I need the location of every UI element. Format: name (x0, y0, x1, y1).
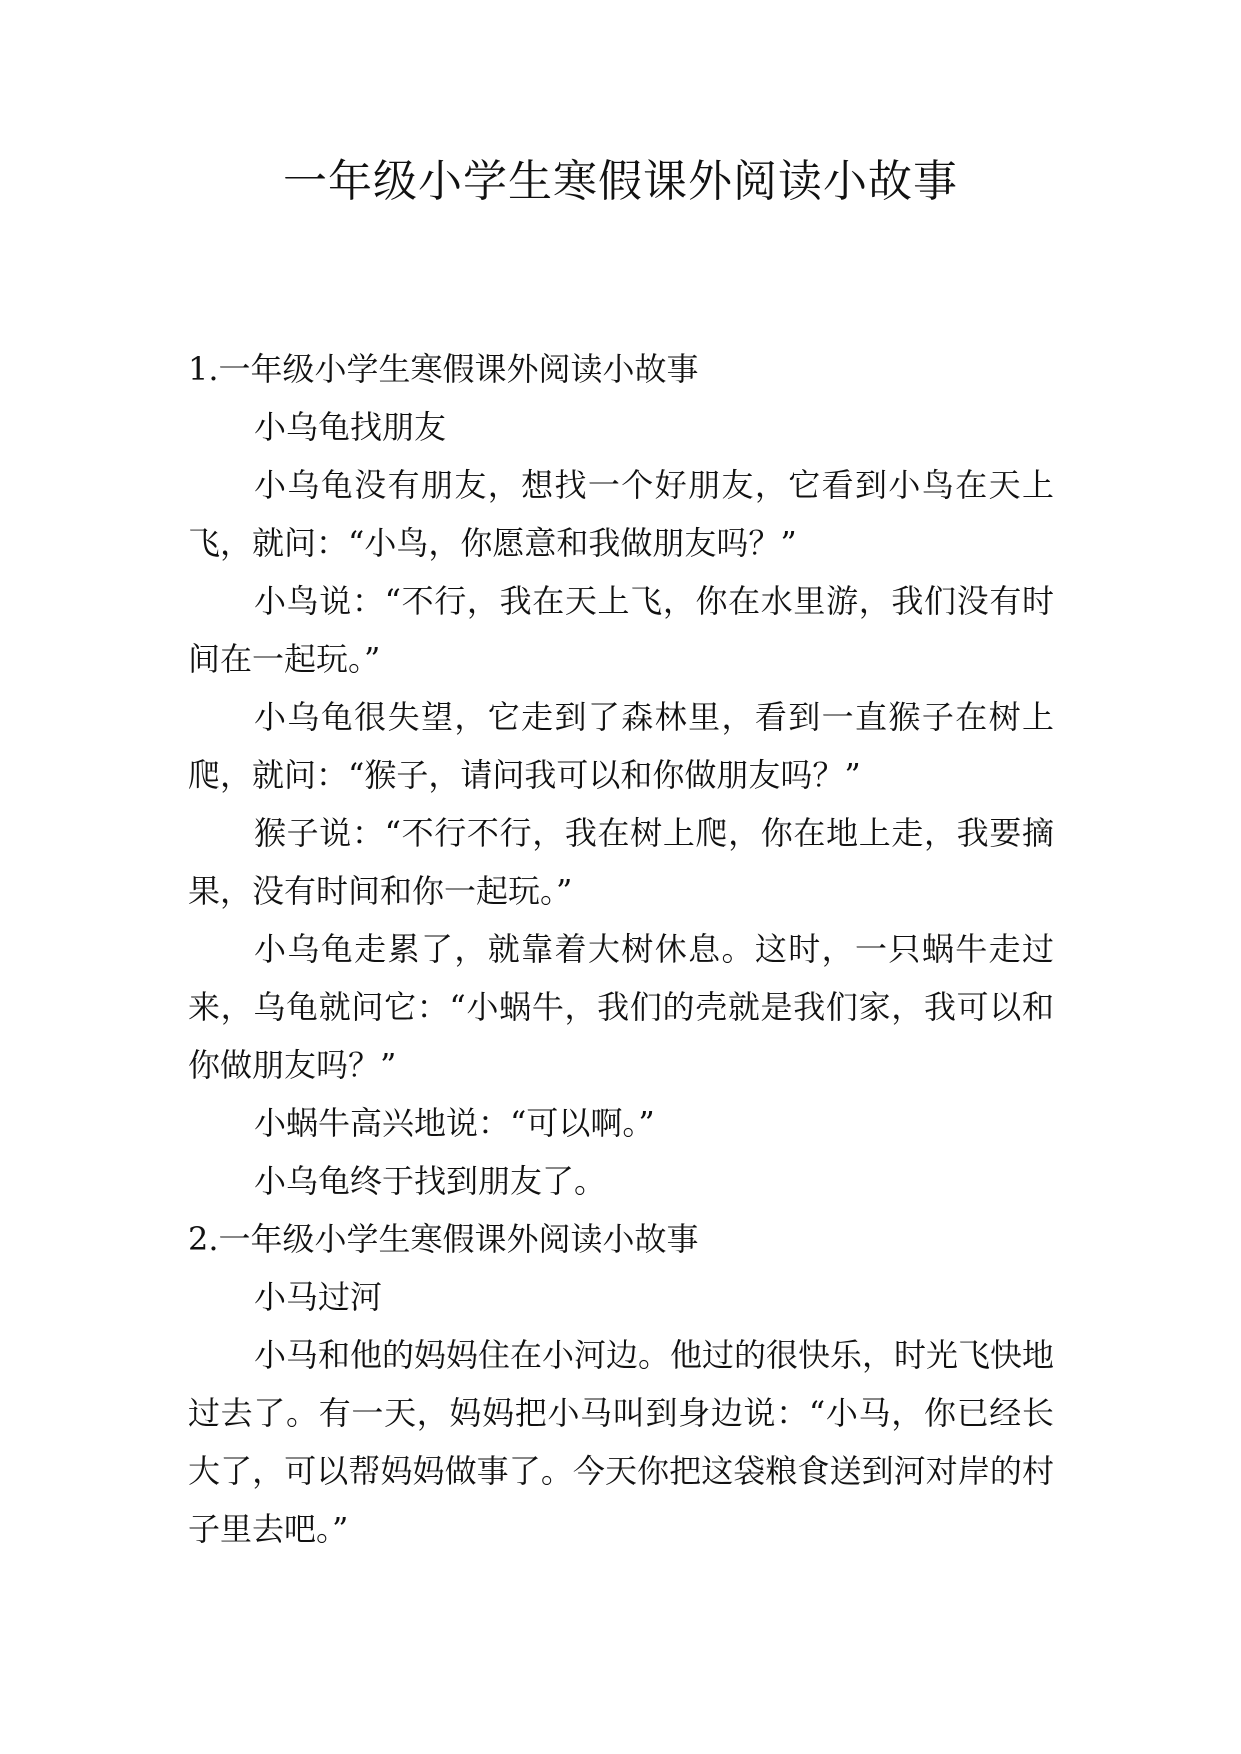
story-paragraph: 小乌龟终于找到朋友了。 (254, 1162, 607, 1200)
story-paragraph: 小蜗牛高兴地说：“可以啊。” (254, 1104, 655, 1142)
story-title: 小乌龟找朋友 (254, 408, 447, 446)
section-heading: 2.一年级小学生寒假课外阅读小故事 (188, 1220, 699, 1258)
document-body (188, 340, 1054, 1558)
section-heading: 1.一年级小学生寒假课外阅读小故事 (188, 350, 699, 388)
story-title: 小马过河 (254, 1278, 383, 1316)
story-paragraph: 猴子说：“不行不行，我在树上爬，你在地上走，我要摘果，没有时间和你一起玩。” (188, 814, 1054, 910)
page-title: 一年级小学生寒假课外阅读小故事 (283, 156, 958, 207)
story-paragraph: 小乌龟走累了，就靠着大树休息。这时，一只蜗牛走过来，乌龟就问它：“小蜗牛，我们的壳就是我们家，我可以和你做朋友吗？” (188, 930, 1054, 1084)
story-paragraph: 小马和他的妈妈住在小河边。他过的很快乐，时光飞快地过去了。有一天，妈妈把小马叫到身边说：“小马，你已经长大了，可以帮妈妈做事了。今天你把这袋粮食送到河对岸的村子里去吧。” (188, 1336, 1055, 1548)
story-paragraph: 小乌龟很失望，它走到了森林里，看到一直猴子在树上爬，就问：“猴子，请问我可以和你做朋友吗？” (188, 698, 1054, 794)
story-paragraph: 小鸟说：“不行，我在天上飞，你在水里游，我们没有时间在一起玩。” (188, 582, 1054, 678)
story-paragraph: 小乌龟没有朋友，想找一个好朋友，它看到小鸟在天上飞，就问：“小鸟，你愿意和我做朋友吗？” (188, 466, 1054, 562)
